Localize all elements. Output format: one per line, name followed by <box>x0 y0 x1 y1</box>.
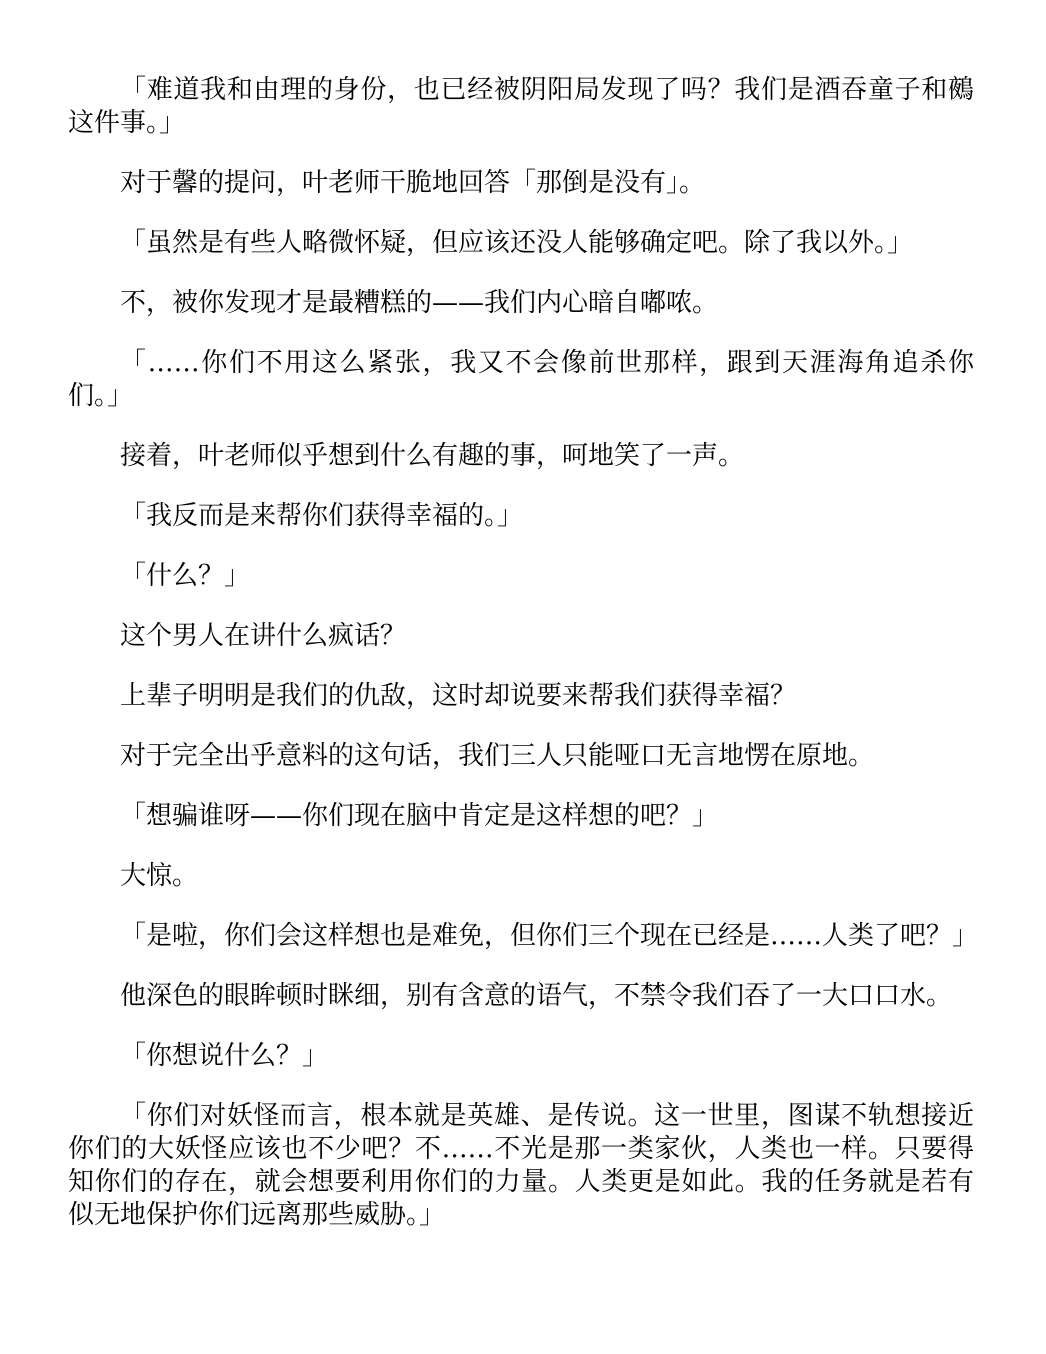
paragraph-12: 「想骗谁呀——你们现在脑中肯定是这样想的吧？」 <box>120 801 719 831</box>
paragraph-11: 对于完全出乎意料的这句话，我们三人只能哑口无言地愣在原地。 <box>120 741 875 771</box>
paragraph-10: 上辈子明明是我们的仇敌，这时却说要来帮我们获得幸福？ <box>120 681 797 711</box>
paragraph-13: 大惊。 <box>120 861 199 891</box>
document-page <box>68 74 979 1259</box>
paragraph-1: 「难道我和由理的身份，也已经被阴阳局发现了吗？我们是酒吞童子和鵺这件事。」 <box>68 75 974 138</box>
paragraph-16: 「你想说什么？」 <box>120 1041 329 1071</box>
paragraph-14: 「是啦，你们会这样想也是难免，但你们三个现在已经是……人类了吧？」 <box>120 921 979 951</box>
paragraph-4: 不，被你发现才是最糟糕的——我们内心暗自嘟哝。 <box>120 288 719 318</box>
paragraph-15: 他深色的眼眸顿时眯细，别有含意的语气，不禁令我们吞了一大口口水。 <box>120 981 953 1011</box>
paragraph-8: 「什么？」 <box>120 561 251 591</box>
paragraph-5: 「……你们不用这么紧张，我又不会像前世那样，跟到天涯海角追杀你们。」 <box>68 348 974 411</box>
paragraph-2: 对于馨的提问，叶老师干脆地回答「那倒是没有」。 <box>120 168 706 198</box>
paragraph-6: 接着，叶老师似乎想到什么有趣的事，呵地笑了一声。 <box>120 441 745 471</box>
paragraph-7: 「我反而是来帮你们获得幸福的。」 <box>120 501 524 531</box>
paragraph-17: 「你们对妖怪而言，根本就是英雄、是传说。这一世里，图谋不轨想接近你们的大妖怪应该也不少吧？不……不光是那一类家伙，人类也一样。只要得知你们的存在，就会想要利用你们的力量。人类更是如此。我的任务就是若有似无地保护你们远离那些威胁。」 <box>68 1101 974 1230</box>
paragraph-9: 这个男人在讲什么疯话？ <box>120 621 407 651</box>
paragraph-3: 「虽然是有些人略微怀疑，但应该还没人能够确定吧。除了我以外。」 <box>120 228 914 258</box>
